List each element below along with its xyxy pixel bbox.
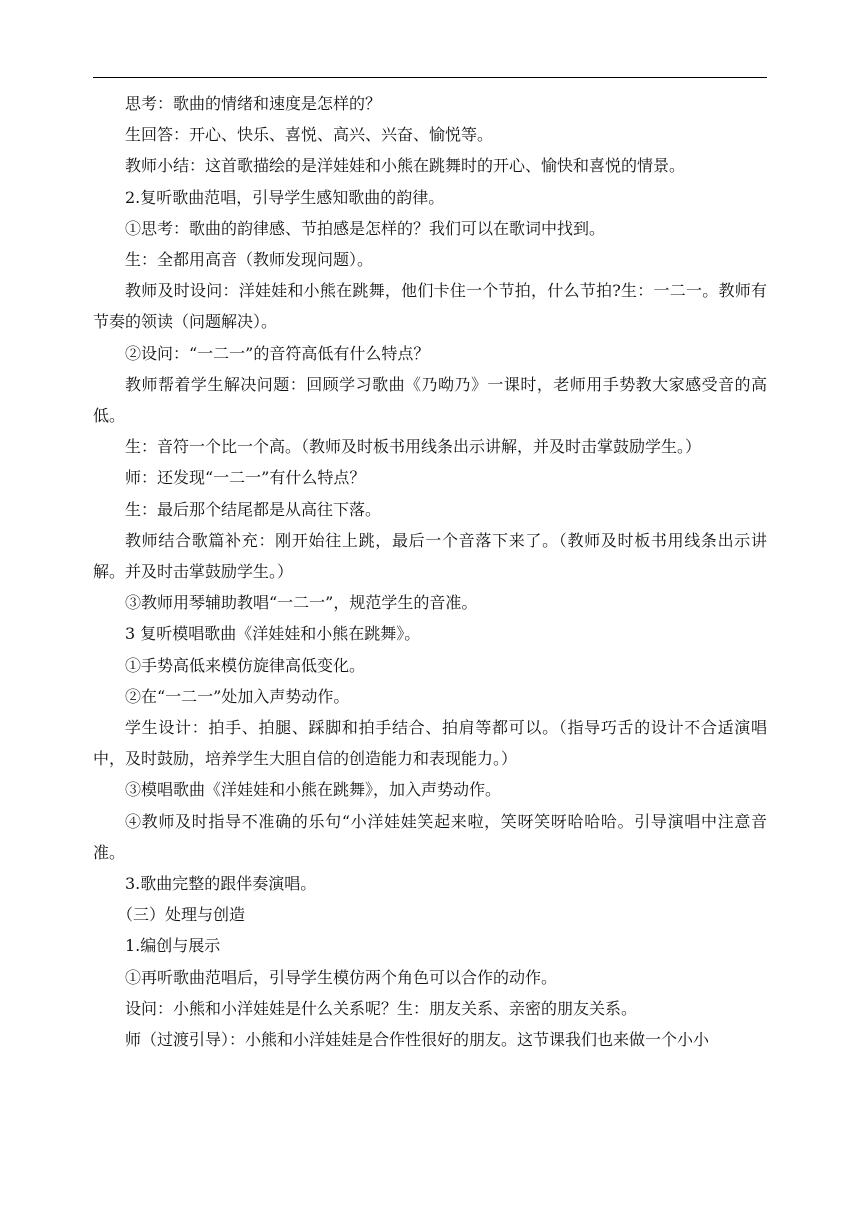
paragraph: ①再听歌曲范唱后，引导学生模仿两个角色可以合作的动作。 [125, 967, 558, 987]
paragraph: 3.歌曲完整的跟伴奏演唱。 [125, 874, 317, 894]
paragraph: 教师结合歌篇补充：刚开始往上跳，最后一个音落下来了。（教师及时板书用线条出示讲解。并及时击掌鼓励学生。） [93, 530, 767, 582]
paragraph: 教师及时设问：洋娃娃和小熊在跳舞，他们卡住一个节拍，什么节拍?生：一二一。教师有节奏的领读（问题解决）。 [93, 281, 767, 332]
paragraph: 3 复听模唱歌曲《洋娃娃和小熊在跳舞》。 [125, 624, 421, 644]
paragraph: 思考：歌曲的情绪和速度是怎样的？ [125, 94, 382, 113]
paragraph: 1.编创与展示 [125, 936, 221, 956]
section-heading: （三）处理与创造 [117, 905, 246, 925]
header-divider [93, 77, 767, 78]
paragraph: ①思考：歌曲的韵律感、节拍感是怎样的？我们可以在歌词中找到。 [125, 218, 606, 238]
paragraph: ①手势高低来模仿旋律高低变化。 [125, 655, 366, 675]
paragraph: 学生设计：拍手、拍腿、踩脚和拍手结合、拍肩等都可以。（指导巧舌的设计不合适演唱中，及时鼓励，培养学生大胆自信的创造能力和表现能力。） [93, 718, 767, 769]
paragraph: ④教师及时指导不准确的乐句“小洋娃娃笑起来啦，笑呀笑呀哈哈哈。引导演唱中注意音准。 [93, 811, 767, 862]
paragraph: 生：全都用高音（教师发现问题）。 [125, 250, 374, 270]
paragraph: ②在“一二一”处加入声势动作。 [125, 686, 350, 706]
paragraph: 师（过渡引导）：小熊和小洋娃娃是合作性很好的朋友。这节课我们也来做一个小小 [125, 1030, 710, 1050]
paragraph: 生：音符一个比一个高。（教师及时板书用线条出示讲解，并及时击掌鼓励学生。） [125, 437, 702, 457]
paragraph: 师：还发现“一二一”有什么特点？ [125, 468, 366, 488]
paragraph: ②设问：“一二一”的音符高低有什么特点？ [125, 343, 430, 363]
paragraph: 教师帮着学生解决问题：回顾学习歌曲《乃呦乃》一课时，老师用手势教大家感受音的高低。 [93, 374, 767, 426]
paragraph: ③教师用琴辅助教唱“一二一”，规范学生的音准。 [125, 593, 478, 613]
document-body [93, 88, 767, 1055]
paragraph: 教师小结：这首歌描绘的是洋娃娃和小熊在跳舞时的开心、愉快和喜悦的情景。 [125, 156, 686, 176]
paragraph: ③模唱歌曲《洋娃娃和小熊在跳舞》，加入声势动作。 [125, 780, 502, 800]
paragraph: 设问：小熊和小洋娃娃是什么关系呢？生：朋友关系、亲密的朋友关系。 [125, 998, 638, 1018]
paragraph: 2.复听歌曲范唱，引导学生感知歌曲的韵律。 [125, 187, 445, 207]
paragraph: 生回答：开心、快乐、喜悦、高兴、兴奋、愉悦等。 [125, 125, 494, 145]
paragraph: 生：最后那个结尾都是从高往下落。 [125, 499, 382, 519]
